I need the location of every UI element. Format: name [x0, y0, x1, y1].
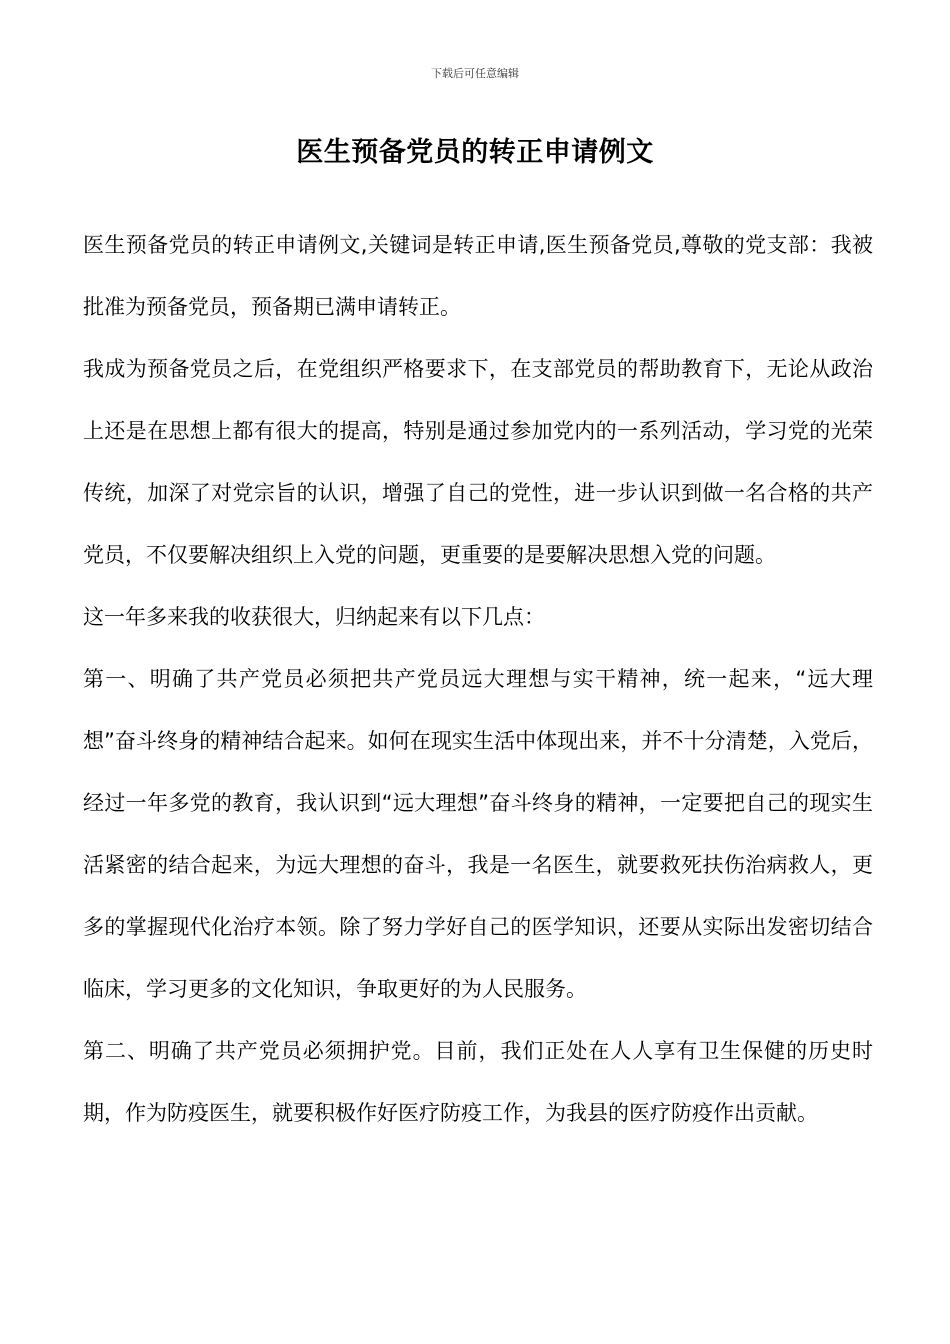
document-title: 医生预备党员的转正申请例文: [296, 137, 654, 168]
paragraph-point-two: 第二、明确了共产党员必须拥护党。目前，我们正处在人人享有卫生保健的历史时期，作为防疫医生，就要积极作好医疗防疫工作，为我县的医疗防疫作出贡献。: [83, 1039, 873, 1125]
paragraph-point-one: 第一、明确了共产党员必须把共产党员远大理想与实干精神，统一起来，“远大理想”奋斗终身的精神结合起来。如何在现实生活中体现出来，并不十分清楚，入党后，经过一年多党的教育，我认识到“远大理想”奋斗终身的精神，一定要把自己的现实生活紧密的结合起来，为远大理想的奋斗，我是一名医生，就要救死扶伤治病救人，更多的掌握现代化治疗本领。除了努力学好自己的医学知识，还要从实际出发密切结合临床，学习更多的文化知识，争取更好的为人民服务。: [83, 667, 873, 1001]
header-note: 下载后可任意编辑: [431, 67, 519, 80]
paragraph-growth: 我成为预备党员之后，在党组织严格要求下，在支部党员的帮助教育下，无论从政治上还是在思想上都有很大的提高，特别是通过参加党内的一系列活动，学习党的光荣传统，加深了对党宗旨的认识，增强了自己的党性，进一步认识到做一名合格的共产党员，不仅要解决组织上入党的问题，更重要的是要解决思想入党的问题。: [83, 357, 873, 567]
document-body: [83, 214, 873, 1144]
paragraph-summary: 这一年多来我的收获很大，归纳起来有以下几点：: [83, 605, 545, 629]
paragraph-intro: 医生预备党员的转正申请例文,关键词是转正申请,医生预备党员,尊敬的党支部：我被批准为预备党员，预备期已满申请转正。: [83, 233, 873, 319]
